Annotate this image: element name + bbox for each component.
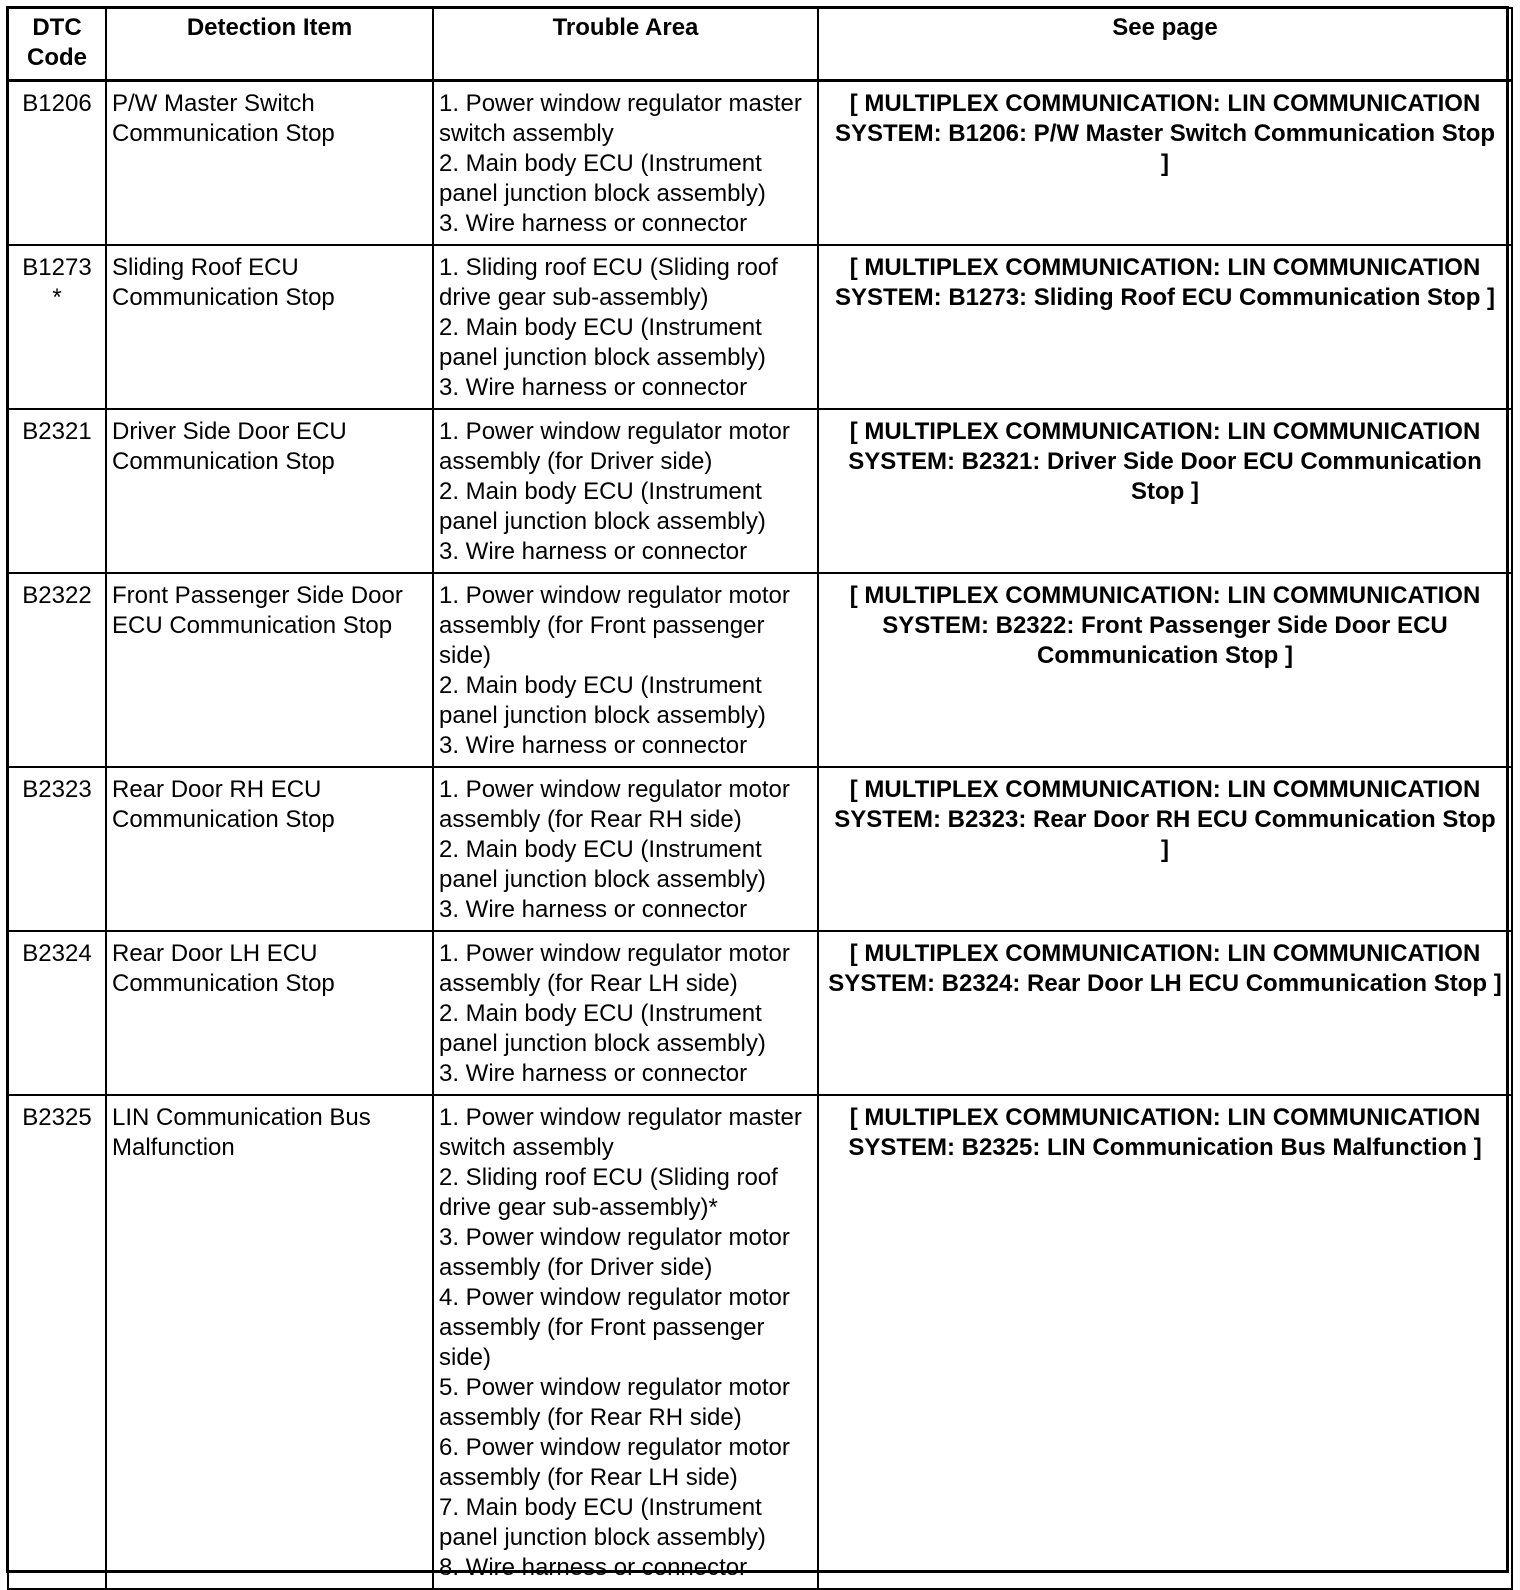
- dtc-code: B2325: [22, 1104, 92, 1131]
- trouble-area-item: 8. Wire harness or connector: [439, 1554, 748, 1581]
- dtc-code-cell: [8, 245, 106, 409]
- detection-item-cell: Sliding Roof ECU Communication Stop: [106, 245, 433, 409]
- trouble-area-item: 1. Power window regulator motor assembly (for Rear RH side): [439, 776, 790, 833]
- dtc-code-mark: *: [52, 284, 62, 311]
- table-row: [8, 1095, 1512, 1589]
- trouble-area-item: 3. Wire harness or connector: [439, 1060, 748, 1087]
- see-page-link[interactable]: [ MULTIPLEX COMMUNICATION: LIN COMMUNICATION SYSTEM: B2323: Rear Door RH ECU Communication Stop ]: [818, 767, 1512, 931]
- header-dtc-code-line1: DTC: [32, 14, 82, 41]
- see-page-link[interactable]: [ MULTIPLEX COMMUNICATION: LIN COMMUNICATION SYSTEM: B2322: Front Passenger Side Door ECU Communication Stop ]: [818, 573, 1512, 767]
- trouble-area-cell: [433, 573, 818, 767]
- trouble-area-item: 2. Main body ECU (Instrument panel junction block assembly): [439, 1000, 766, 1057]
- trouble-area-item: 2. Main body ECU (Instrument panel junction block assembly): [439, 836, 766, 893]
- dtc-code-cell: [8, 931, 106, 1095]
- trouble-area-item: 2. Main body ECU (Instrument panel junction block assembly): [439, 672, 766, 729]
- trouble-area-item: 1. Power window regulator master switch assembly: [439, 1104, 802, 1161]
- detection-item-cell: Driver Side Door ECU Communication Stop: [106, 409, 433, 573]
- trouble-area-item: 2. Main body ECU (Instrument panel junction block assembly): [439, 150, 766, 207]
- trouble-area-item: 1. Sliding roof ECU (Sliding roof drive gear sub-assembly): [439, 254, 778, 311]
- trouble-area-cell: [433, 931, 818, 1095]
- trouble-area-item: 3. Wire harness or connector: [439, 374, 748, 401]
- detection-item-cell: P/W Master Switch Communication Stop: [106, 81, 433, 246]
- dtc-table-body: [8, 81, 1512, 1590]
- trouble-area-item: 1. Power window regulator motor assembly (for Front passenger side): [439, 582, 790, 669]
- detection-item-cell: Rear Door RH ECU Communication Stop: [106, 767, 433, 931]
- header-dtc-code-line2: Code: [27, 44, 87, 71]
- trouble-area-item: 1. Power window regulator motor assembly (for Rear LH side): [439, 940, 790, 997]
- detection-item-cell: Rear Door LH ECU Communication Stop: [106, 931, 433, 1095]
- detection-item-cell: Front Passenger Side Door ECU Communication Stop: [106, 573, 433, 767]
- trouble-area-item: 4. Power window regulator motor assembly (for Front passenger side): [439, 1284, 790, 1371]
- dtc-code: B2323: [22, 776, 92, 803]
- dtc-code-cell: [8, 409, 106, 573]
- header-see-page: See page: [818, 8, 1512, 81]
- table-row: [8, 931, 1512, 1095]
- trouble-area-item: 1. Power window regulator master switch assembly: [439, 90, 802, 147]
- table-row: [8, 81, 1512, 246]
- trouble-area-item: 2. Main body ECU (Instrument panel junction block assembly): [439, 478, 766, 535]
- trouble-area-item: 6. Power window regulator motor assembly (for Rear LH side): [439, 1434, 790, 1491]
- trouble-area-cell: [433, 767, 818, 931]
- trouble-area-item: 3. Wire harness or connector: [439, 896, 748, 923]
- trouble-area-cell: [433, 1095, 818, 1589]
- dtc-code: B1273: [22, 254, 92, 281]
- header-dtc-code: [8, 8, 106, 81]
- dtc-code: B2322: [22, 582, 92, 609]
- dtc-code-cell: [8, 767, 106, 931]
- header-detection-item: Detection Item: [106, 8, 433, 81]
- trouble-area-item: 3. Wire harness or connector: [439, 732, 748, 759]
- trouble-area-cell: [433, 245, 818, 409]
- trouble-area-item: 5. Power window regulator motor assembly (for Rear RH side): [439, 1374, 790, 1431]
- table-row: [8, 245, 1512, 409]
- trouble-area-item: 2. Main body ECU (Instrument panel junction block assembly): [439, 314, 766, 371]
- trouble-area-item: 1. Power window regulator motor assembly (for Driver side): [439, 418, 790, 475]
- table-row: [8, 409, 1512, 573]
- trouble-area-cell: [433, 409, 818, 573]
- see-page-link[interactable]: [ MULTIPLEX COMMUNICATION: LIN COMMUNICATION SYSTEM: B1206: P/W Master Switch Communication Stop ]: [818, 81, 1512, 246]
- trouble-area-cell: [433, 81, 818, 246]
- table-row: [8, 573, 1512, 767]
- header-row: [8, 8, 1512, 81]
- dtc-table: [7, 7, 1513, 1590]
- dtc-code: B1206: [22, 90, 92, 117]
- header-trouble-area: Trouble Area: [433, 8, 818, 81]
- see-page-link[interactable]: [ MULTIPLEX COMMUNICATION: LIN COMMUNICATION SYSTEM: B1273: Sliding Roof ECU Communication Stop ]: [818, 245, 1512, 409]
- trouble-area-item: 7. Main body ECU (Instrument panel junction block assembly): [439, 1494, 766, 1551]
- trouble-area-item: 2. Sliding roof ECU (Sliding roof drive gear sub-assembly)*: [439, 1164, 778, 1221]
- trouble-area-item: 3. Wire harness or connector: [439, 210, 748, 237]
- see-page-link[interactable]: [ MULTIPLEX COMMUNICATION: LIN COMMUNICATION SYSTEM: B2321: Driver Side Door ECU Communication Stop ]: [818, 409, 1512, 573]
- trouble-area-item: 3. Power window regulator motor assembly (for Driver side): [439, 1224, 790, 1281]
- dtc-code: B2324: [22, 940, 92, 967]
- see-page-link[interactable]: [ MULTIPLEX COMMUNICATION: LIN COMMUNICATION SYSTEM: B2325: LIN Communication Bus Malfunction ]: [818, 1095, 1512, 1589]
- trouble-area-item: 3. Wire harness or connector: [439, 538, 748, 565]
- detection-item-cell: LIN Communication Bus Malfunction: [106, 1095, 433, 1589]
- dtc-code: B2321: [22, 418, 92, 445]
- table-row: [8, 767, 1512, 931]
- dtc-code-cell: [8, 81, 106, 246]
- dtc-code-cell: [8, 573, 106, 767]
- see-page-link[interactable]: [ MULTIPLEX COMMUNICATION: LIN COMMUNICATION SYSTEM: B2324: Rear Door LH ECU Communication Stop ]: [818, 931, 1512, 1095]
- dtc-code-cell: [8, 1095, 106, 1589]
